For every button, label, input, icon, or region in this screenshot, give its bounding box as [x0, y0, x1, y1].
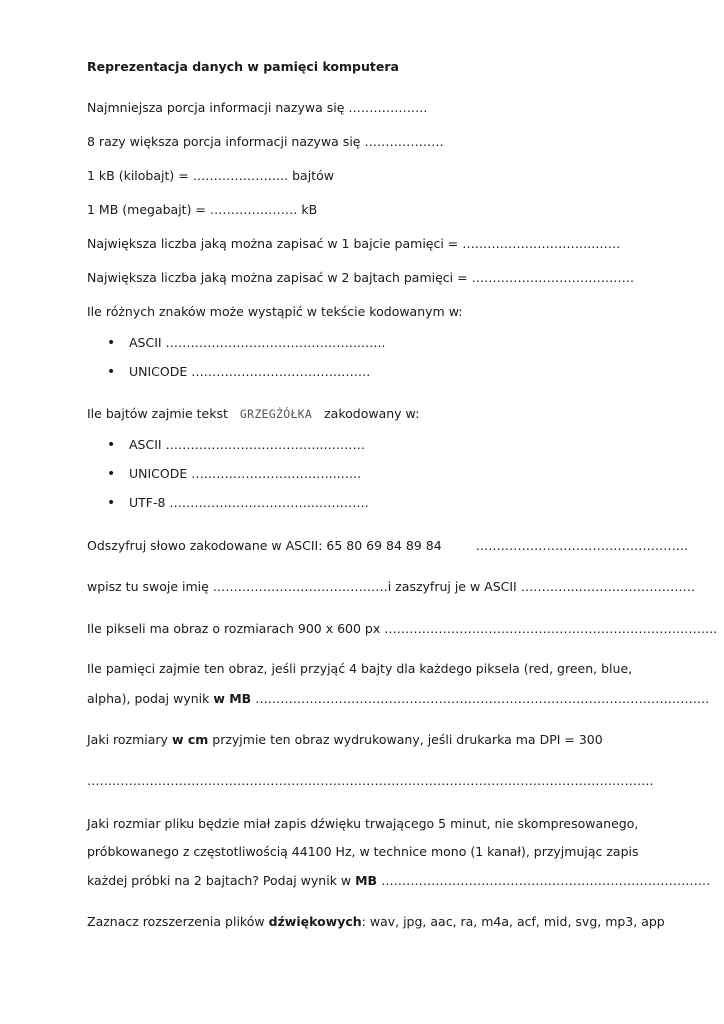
question-text: przyjmie ten obraz wydrukowany, jeśli drukarka ma DPI = 300	[212, 732, 603, 747]
question-max-2-bytes: Największa liczba jaką można zapisać w 2 bajtach pamięci = …………………………………	[87, 270, 635, 285]
question-audio-size-line1: Jaki rozmiar pliku będzie miał zapis dźwięku trwającego 5 minut, nie skompresowanego,	[87, 816, 639, 831]
list-item-text: ASCII ………………………………...………	[129, 437, 365, 452]
question-text: Jaki rozmiary	[87, 732, 168, 747]
question-print-size	[87, 731, 603, 749]
bullet-icon: •	[107, 335, 116, 351]
answer-blank: ……………………………………………	[475, 538, 689, 553]
bullet-icon: •	[107, 466, 116, 482]
question-audio-size-line3	[87, 872, 710, 890]
question-image-memory-line1: Ile pamięci zajmie ten obraz, jeśli przyjąć 4 bajty dla każdego piksela (red, green, blue,	[87, 661, 633, 676]
answer-blank: …………………………………………………………………….	[381, 873, 711, 888]
question-8x-unit: 8 razy większa porcja informacji nazywa się ……………….	[87, 134, 444, 149]
list-item	[107, 494, 369, 512]
unit-emphasis: w cm	[171, 732, 209, 747]
answer-blank: ……………………………………………………………………………………………….	[255, 691, 710, 706]
keyword-emphasis: dźwiękowych	[268, 914, 362, 929]
question-smallest-unit: Najmniejsza porcja informacji nazywa się ……………….	[87, 100, 428, 115]
question-megabyte: 1 MB (megabajt) = ………………… kB	[87, 202, 318, 217]
question-pixel-count: Ile pikseli ma obraz o rozmiarach 900 x 600 px ……………………………………………………………………..	[87, 621, 718, 636]
question-audio-extensions	[87, 913, 665, 931]
question-kilobyte: 1 kB (kilobajt) = ………………….. bajtów	[87, 168, 334, 183]
bullet-icon: •	[107, 495, 116, 511]
question-text: Odszyfruj słowo zakodowane w ASCII: 65 80 69 84 89 84	[87, 538, 442, 553]
question-text: Zaznacz rozszerzenia plików	[87, 914, 265, 929]
question-text: każdej próbki na 2 bajtach? Podaj wynik w	[87, 873, 352, 888]
question-max-1-byte: Największa liczba jaką można zapisać w 1 bajcie pamięci = …………………………..……	[87, 236, 621, 251]
answer-blank: ……………………………………………………………………………………………………………………….	[87, 773, 654, 788]
encoded-word: GRZEGŻÓŁKA	[239, 407, 313, 421]
question-audio-size-line2: próbkowanego z częstotliwością 44100 Hz, w technice mono (1 kanał), przyjmując zapis	[87, 844, 639, 859]
list-item-text: UNICODE …………………………………….	[129, 364, 371, 379]
question-text: Ile bajtów zajmie tekst	[87, 406, 228, 421]
list-item	[107, 334, 385, 352]
question-encode-name: wpisz tu swoje imię ……………………………………i zaszyfruj je w ASCII …………...………………………	[87, 579, 696, 594]
list-item-text: ASCII ………………………………………...…..	[129, 335, 386, 350]
bullet-icon: •	[107, 437, 116, 453]
list-item	[107, 436, 365, 454]
page-title: Reprezentacja danych w pamięci komputera	[87, 59, 399, 74]
unit-emphasis: MB	[355, 873, 378, 888]
question-text: zakodowany w:	[324, 406, 420, 421]
list-item-text: UTF-8 ……………………………...…………	[129, 495, 369, 510]
list-item-text: UNICODE ……………………………...…..	[129, 466, 362, 481]
bullet-icon: •	[107, 364, 116, 380]
question-decode-ascii	[87, 537, 688, 555]
unit-emphasis: w MB	[213, 691, 252, 706]
question-char-count: Ile różnych znaków może wystąpić w tekście kodowanym w:	[87, 304, 463, 319]
question-text: alpha), podaj wynik	[87, 691, 210, 706]
question-image-memory-line2	[87, 690, 709, 708]
list-item	[107, 363, 370, 381]
extension-list: : wav, jpg, aac, ra, m4a, acf, mid, svg, mp3, app	[361, 914, 665, 929]
question-bytes-text	[87, 405, 419, 423]
list-item	[107, 465, 361, 483]
